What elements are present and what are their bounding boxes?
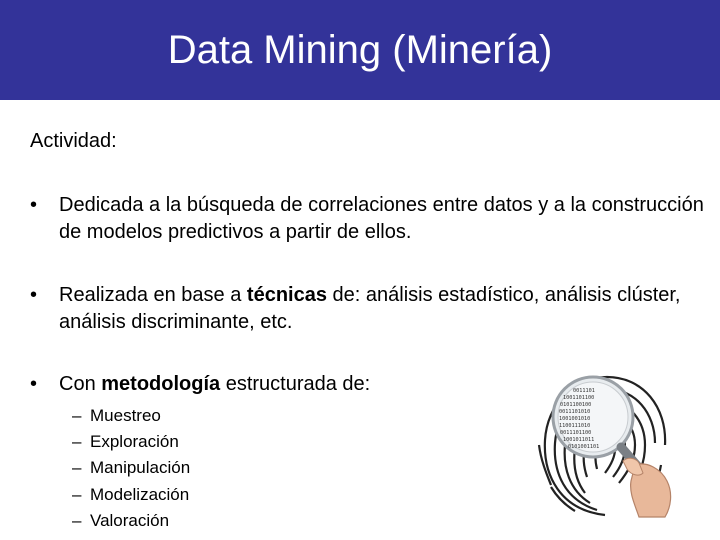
- bullet-text-post: estructurada de:: [220, 373, 371, 395]
- methodology-steps: [72, 403, 190, 534]
- bullet-text: [59, 371, 479, 398]
- list-item: [72, 429, 190, 455]
- bullet-text-pre: Realizada en base a: [59, 284, 247, 306]
- step-label: Valoración: [90, 510, 170, 530]
- bullet-text-post: de: análisis estadístico, análisis clúster, análisis discriminante, etc.: [59, 284, 681, 333]
- dash-marker: –: [72, 510, 82, 530]
- bullet-techniques: [30, 282, 719, 336]
- binary-row: 1100111010: [559, 423, 591, 429]
- binary-row: 0011101: [573, 388, 595, 394]
- bullet-marker: •: [30, 194, 38, 216]
- bullet-methodology: [30, 371, 479, 398]
- step-label: Manipulación: [90, 458, 191, 478]
- dash-marker: –: [72, 406, 82, 425]
- step-label: Exploración: [90, 432, 179, 452]
- bullet-marker: •: [30, 373, 38, 395]
- binary-row: 1001101100: [563, 395, 595, 401]
- binary-row: 0101001101: [568, 444, 600, 450]
- dash-marker: –: [72, 484, 82, 504]
- step-label: Modelización: [90, 484, 190, 504]
- bullet-text-pre: Con: [59, 373, 102, 395]
- bullet-text: [59, 282, 719, 336]
- list-item: [72, 403, 190, 429]
- fingerprint-magnifier-illustration: [535, 365, 675, 520]
- binary-row: 0011101100: [560, 430, 592, 436]
- dash-marker: –: [72, 458, 82, 478]
- binary-row: 1001001010: [559, 416, 591, 422]
- hand-icon: [623, 458, 671, 517]
- bullet-text-bold: técnicas: [246, 284, 327, 306]
- title-bar: [0, 0, 720, 100]
- bullet-correlations: [30, 192, 719, 246]
- bullet-text-bold: metodología: [101, 373, 221, 395]
- bullet-marker: •: [30, 284, 38, 306]
- activity-label: Actividad:: [30, 130, 117, 152]
- step-label: Muestreo: [90, 406, 161, 425]
- list-item: [72, 455, 190, 481]
- list-item: [72, 482, 190, 508]
- slide-title: Data Mining (Minería): [167, 27, 553, 72]
- bullet-text: Dedicada a la búsqueda de correlaciones entre datos y a la construcción de modelos predictivos a partir de ellos.: [59, 194, 704, 243]
- list-item: [72, 508, 190, 534]
- binary-row: 0011101010: [559, 409, 591, 415]
- binary-row: 0101100100: [560, 402, 592, 408]
- binary-row: 1001011011: [563, 437, 595, 443]
- dash-marker: –: [72, 432, 82, 452]
